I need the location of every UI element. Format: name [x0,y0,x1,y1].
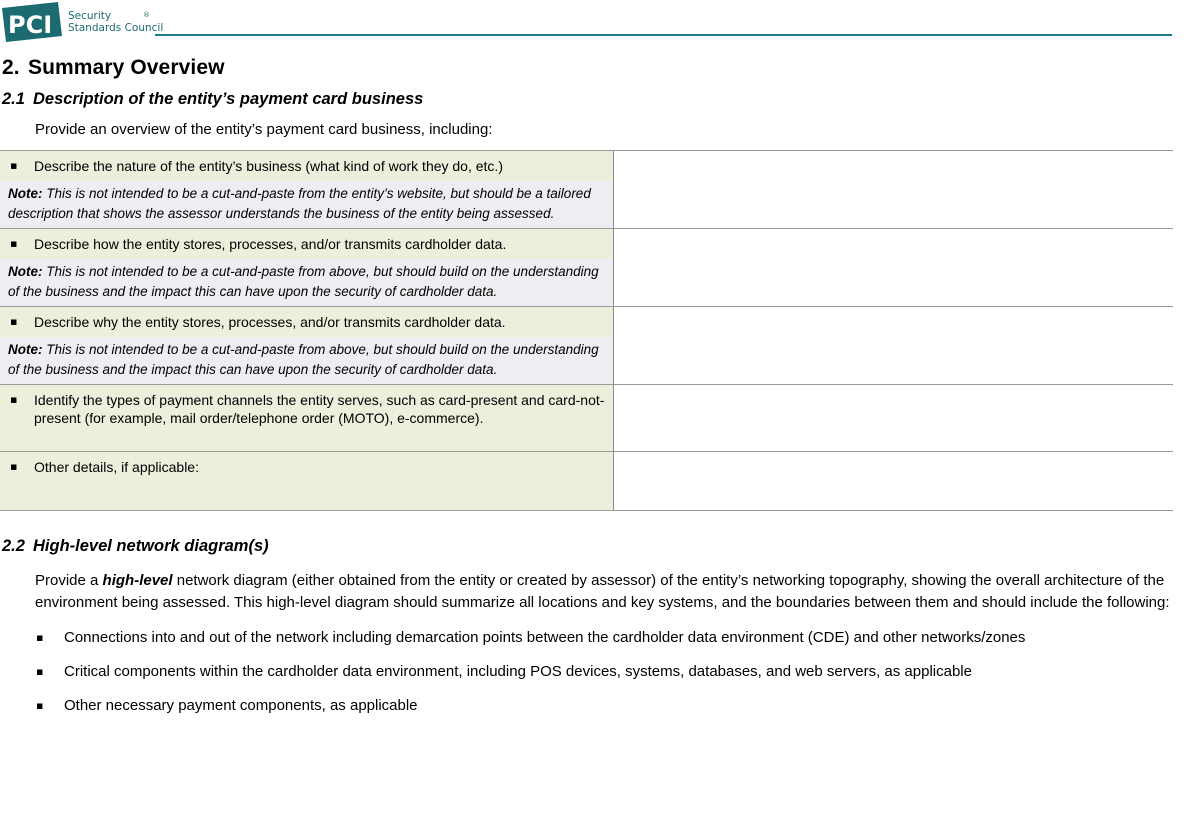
section-2-2 [0,537,1200,716]
table-row [0,229,1173,307]
section-2-1-lead: Provide an overview of the entity’s payment card business, including: [35,121,493,138]
response-cell[interactable] [614,385,1174,452]
prompt-bullet-item [0,385,613,433]
prompt-text: Describe how the entity stores, processes, and/or transmits cardholder data. [34,236,507,252]
list-item-text: Connections into and out of the network including demarcation points between the cardholder data environment (CDE) and other networks/zones [64,629,1026,646]
square-bullet-icon: ▪ [36,631,44,644]
registered-trademark-icon: ® [143,11,150,19]
square-bullet-icon: ▪ [10,393,18,406]
note-text: This is not intended to be a cut-and-paste from above, but should build on the understanding of the business and the impact this can have upon the security of cardholder data. [8,264,599,299]
table-row [0,452,1173,511]
square-bullet-icon: ▪ [36,665,44,678]
response-cell[interactable] [614,229,1174,307]
prompt-bullet-item [0,452,613,482]
page-header [0,0,1200,48]
prompt-text: Describe why the entity stores, processes, and/or transmits cardholder data. [34,314,506,330]
list-item-text: Critical components within the cardholder data environment, including POS devices, systems, databases, and web servers, as applicable [64,663,972,680]
note-label: Note: [8,264,43,279]
logo-wordmark-line1: Security [68,10,112,22]
list-item [0,695,1200,716]
table-row [0,385,1173,452]
pci-logo-mark-text: PCI [8,11,53,39]
list-item [0,627,1200,648]
payment-card-business-table [0,150,1173,511]
section-2-2-number: 2.2 [2,537,25,555]
paragraph-emphasis: high-level [102,572,173,589]
note-block [0,337,613,384]
table-row [0,307,1173,385]
table-body [0,151,1173,511]
cell-spacer [0,482,613,510]
note-label: Note: [8,342,43,357]
response-cell[interactable] [614,452,1174,511]
square-bullet-icon: ▪ [10,460,18,473]
pci-ssc-logo [0,2,164,42]
note-text: This is not intended to be a cut-and-paste from the entity’s website, but should be a tailored description that shows the assessor understands the business of the entity being assessed. [8,186,591,221]
note-label: Note: [8,186,43,201]
table-row [0,151,1173,229]
page-title [0,56,1200,80]
response-cell[interactable] [614,307,1174,385]
prompt-text: Describe the nature of the entity’s business (what kind of work they do, etc.) [34,158,503,174]
note-text: This is not intended to be a cut-and-paste from above, but should build on the understanding of the business and the impact this can have upon the security of cardholder data. [8,342,599,377]
section-2-2-heading [0,537,1200,556]
square-bullet-icon: ▪ [10,315,18,328]
square-bullet-icon: ▪ [10,237,18,250]
square-bullet-icon: ▪ [10,159,18,172]
logo-wordmark-line2: Standards Council [68,21,164,34]
header-rule-divider [155,34,1172,36]
section-2-1-heading [0,90,1200,109]
list-item [0,661,1200,682]
section-2-title: Summary Overview [28,56,225,79]
section-2-2-paragraph [0,570,1200,613]
note-block [0,259,613,306]
prompt-bullet-item [0,151,613,181]
list-item-text: Other necessary payment components, as applicable [64,697,418,714]
prompt-cell [0,307,614,385]
prompt-cell [0,452,614,511]
section-2-2-bullet-list [0,627,1200,716]
section-2-1-number: 2.1 [2,90,25,108]
prompt-cell [0,385,614,452]
square-bullet-icon: ▪ [36,699,44,712]
section-2-1-title: Description of the entity’s payment card business [33,90,424,108]
prompt-cell [0,229,614,307]
section-2-2-title: High-level network diagram(s) [33,537,269,555]
paragraph-lead-text: Provide a [35,572,103,589]
note-block [0,181,613,228]
prompt-bullet-item [0,307,613,337]
cell-spacer [0,433,613,451]
prompt-text: Other details, if applicable: [34,459,199,475]
prompt-bullet-item [0,229,613,259]
response-cell[interactable] [614,151,1174,229]
pci-logo-mark [0,2,64,42]
section-2-number: 2. [2,56,20,79]
prompt-cell [0,151,614,229]
prompt-text: Identify the types of payment channels the entity serves, such as card-present and card-not-present (for example, mail order/telephone order (MOTO), e-commerce). [34,392,605,426]
paragraph-body-text: network diagram (either obtained from the entity or created by assessor) of the entity’s networking topography, showing the overall architecture of the environment being assessed. This high-level diagram should summarize all locations and key systems, and the boundaries between them and should include the following: [35,572,1170,611]
